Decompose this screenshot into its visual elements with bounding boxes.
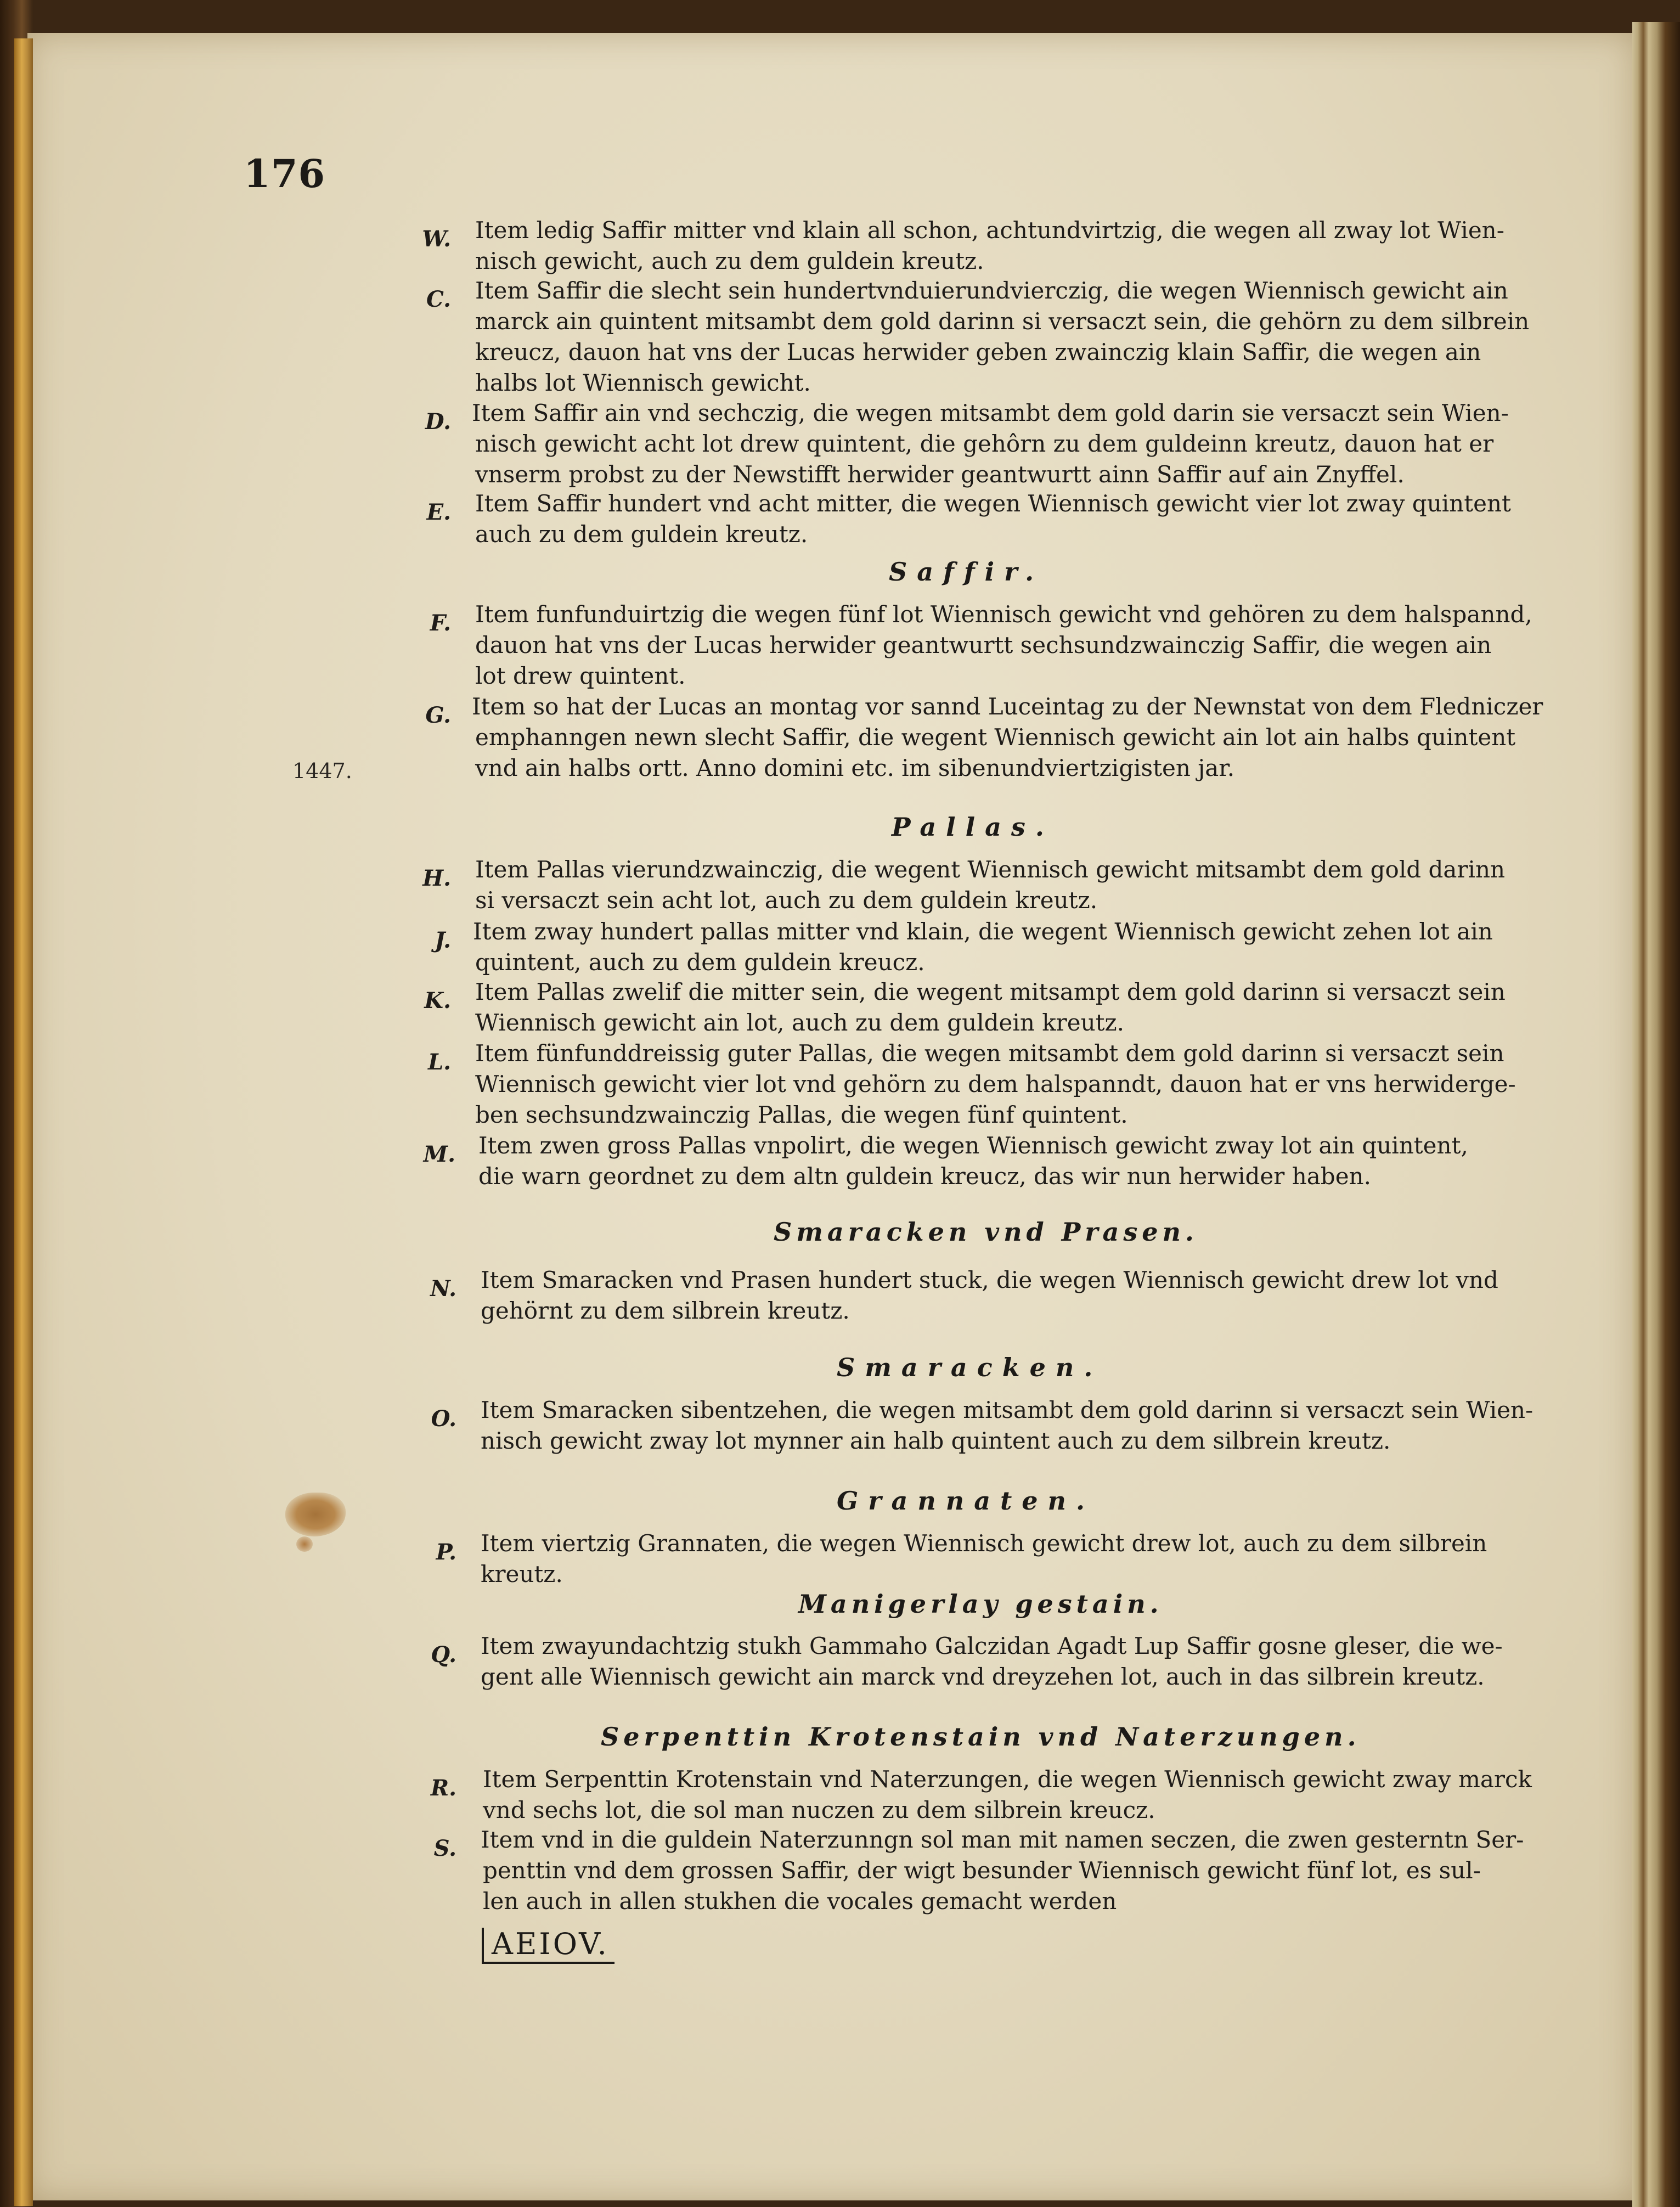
entry-letter-j: J.	[435, 927, 451, 953]
entry-w-line-1: Item ledig Saffir mitter vnd klain all schon, achtundvirtzig, die wegen all zway lot Wien-	[475, 217, 1504, 244]
entry-n-line-1: Item Smaracken vnd Prasen hundert stuck, die wegen Wiennisch gewicht drew lot vnd	[481, 1266, 1498, 1293]
entry-o-line-2: nisch gewicht zway lot mynner ain halb quintent auch zu dem silbrein kreutz.	[481, 1427, 1391, 1454]
entry-letter-e: E.	[426, 499, 451, 525]
entry-letter-s: S.	[433, 1836, 456, 1861]
entry-letter-l: L.	[427, 1049, 451, 1075]
entry-s-line-1: Item vnd in die guldein Naterzunngn sol man mit namen seczen, die zwen gesterntn Ser-	[481, 1826, 1524, 1853]
entry-l-line-2: Wiennisch gewicht vier lot vnd gehörn zu dem halspanndt, dauon hat er vns herwiderge-	[475, 1071, 1516, 1097]
entry-letter-r: R.	[430, 1775, 456, 1801]
entry-letter-f: F.	[430, 610, 451, 636]
page-edge-shadow	[1632, 22, 1680, 2207]
heading-manigerlay-gestain: Manigerlay gestain.	[798, 1589, 1163, 1619]
entry-l-line-3: ben sechsundzwainczig Pallas, die wegen fünf quintent.	[475, 1101, 1128, 1128]
entry-d-line-2: nisch gewicht acht lot drew quintent, die gehôrn zu dem guldeinn kreutz, dauon hat er	[475, 430, 1494, 457]
entry-q-line-1: Item zwayundachtzig stukh Gammaho Galczidan Agadt Lup Saffir gosne gleser, die we-	[481, 1632, 1503, 1659]
entry-w-line-2: nisch gewicht, auch zu dem guldein kreutz.	[475, 247, 984, 274]
entry-letter-n: N.	[430, 1276, 456, 1302]
entry-k-line-1: Item Pallas zwelif die mitter sein, die wegent mitsampt dem gold darinn si versaczt sein	[475, 978, 1506, 1005]
entry-l-line-1: Item fünfunddreissig guter Pallas, die wegen mitsambt dem gold darinn si versaczt sein	[475, 1040, 1504, 1067]
entry-letter-c: C.	[426, 286, 451, 312]
entry-letter-k: K.	[424, 988, 451, 1014]
heading-pallas: Pallas.	[892, 812, 1054, 842]
entry-p-line-1: Item viertzig Grannaten, die wegen Wiennisch gewicht drew lot, auch zu dem silbrein	[481, 1530, 1487, 1557]
entry-letter-d: D.	[425, 409, 451, 435]
heading-saffir: Saffir.	[889, 557, 1044, 587]
entry-r-line-1: Item Serpenttin Krotenstain vnd Naterzungen, die wegen Wiennisch gewicht zway marck	[483, 1766, 1532, 1793]
heading-smaracken-prasen: Smaracken vnd Prasen.	[774, 1217, 1198, 1247]
entry-letter-g: G.	[425, 702, 451, 728]
entry-c-line-2: marck ain quintent mitsambt dem gold darinn si versaczt sein, die gehörn zu dem silbrein	[475, 308, 1530, 335]
entry-j-line-2: quintent, auch zu dem guldein kreucz.	[475, 949, 925, 976]
entry-letter-m: M.	[423, 1141, 455, 1167]
entry-letter-h: H.	[422, 865, 451, 891]
entry-g-line-2: emphanngen newn slecht Saffir, die wegent Wiennisch gewicht ain lot ain halbs quintent	[475, 724, 1516, 751]
margin-year-note: 1447.	[292, 759, 352, 783]
entry-f-line-3: lot drew quintent.	[475, 662, 686, 689]
entry-m-line-1: Item zwen gross Pallas vnpolirt, die wegen Wiennisch gewicht zway lot ain quintent,	[478, 1132, 1468, 1159]
entry-s-line-3: len auch in allen stukhen die vocales gemacht werden	[483, 1888, 1117, 1915]
entry-r-line-2: vnd sechs lot, die sol man nuczen zu dem silbrein kreucz.	[483, 1797, 1155, 1823]
entry-m-line-2: die warn geordnet zu dem altn guldein kreucz, das wir nun herwider haben.	[478, 1163, 1371, 1190]
entry-s-line-2: penttin vnd dem grossen Saffir, der wigt besunder Wiennisch gewicht fünf lot, es sul-	[483, 1857, 1481, 1884]
entry-p-line-2: kreutz.	[481, 1561, 563, 1587]
entry-k-line-2: Wiennisch gewicht ain lot, auch zu dem guldein kreutz.	[475, 1009, 1125, 1036]
entry-letter-o: O.	[431, 1406, 456, 1432]
entry-c-line-1: Item Saffir die slecht sein hundertvnduierundvierczig, die wegen Wiennisch gewicht ain	[475, 277, 1508, 304]
entry-q-line-2: gent alle Wiennisch gewicht ain marck vnd dreyzehen lot, auch in das silbrein kreutz.	[481, 1663, 1485, 1690]
entry-h-line-1: Item Pallas vierundzwainczig, die wegent Wiennisch gewicht mitsambt dem gold darinn	[475, 856, 1506, 883]
aeiov-inscription: AEIOV.	[482, 1928, 615, 1964]
entry-o-line-1: Item Smaracken sibentzehen, die wegen mitsambt dem gold darinn si versaczt sein Wien-	[481, 1397, 1534, 1423]
entry-letter-w: W.	[422, 226, 451, 252]
entry-h-line-2: si versaczt sein acht lot, auch zu dem guldein kreutz.	[475, 887, 1098, 914]
entry-n-line-2: gehörnt zu dem silbrein kreutz.	[481, 1297, 850, 1324]
entry-e-line-1: Item Saffir hundert vnd acht mitter, die wegen Wiennisch gewicht vier lot zway quintent	[475, 490, 1511, 517]
entry-letter-q: Q.	[431, 1642, 456, 1668]
entry-c-line-4: halbs lot Wiennisch gewicht.	[475, 369, 811, 396]
heading-grannaten: Grannaten.	[837, 1486, 1095, 1516]
entry-d-line-1: Item Saffir ain vnd sechczig, die wegen mitsambt dem gold darin sie versaczt sein Wien-	[472, 399, 1509, 426]
spine-binding	[14, 38, 33, 2206]
entry-e-line-2: auch zu dem guldein kreutz.	[475, 521, 808, 548]
entry-g-line-3: vnd ain halbs ortt. Anno domini etc. im sibenundviertzigisten jar.	[475, 755, 1235, 781]
page-number: 176	[244, 151, 326, 196]
entry-f-line-2: dauon hat vns der Lucas herwider geantwurtt sechsundzwainczig Saffir, die wegen ain	[475, 632, 1492, 658]
entry-c-line-3: kreucz, dauon hat vns der Lucas herwider geben zwainczig klain Saffir, die wegen ain	[475, 339, 1481, 365]
entry-g-line-1: Item so hat der Lucas an montag vor sannd Luceintag zu der Newnstat von dem Fledniczer	[472, 693, 1543, 720]
heading-smaracken: Smaracken.	[837, 1353, 1103, 1382]
entry-f-line-1: Item funfunduirtzig die wegen fünf lot Wiennisch gewicht vnd gehören zu dem halspannd,	[475, 601, 1532, 628]
entry-letter-p: P.	[436, 1539, 456, 1565]
entry-d-line-3: vnserm probst zu der Newstifft herwider geantwurtt ainn Saffir auf ain Znyffel.	[475, 461, 1405, 488]
foxing-stain-small	[296, 1536, 313, 1552]
heading-serpenttin: Serpenttin Krotenstain vnd Naterzungen.	[601, 1722, 1361, 1752]
entry-j-line-1: Item zway hundert pallas mitter vnd klain, die wegent Wiennisch gewicht zehen lot ain	[473, 918, 1493, 945]
